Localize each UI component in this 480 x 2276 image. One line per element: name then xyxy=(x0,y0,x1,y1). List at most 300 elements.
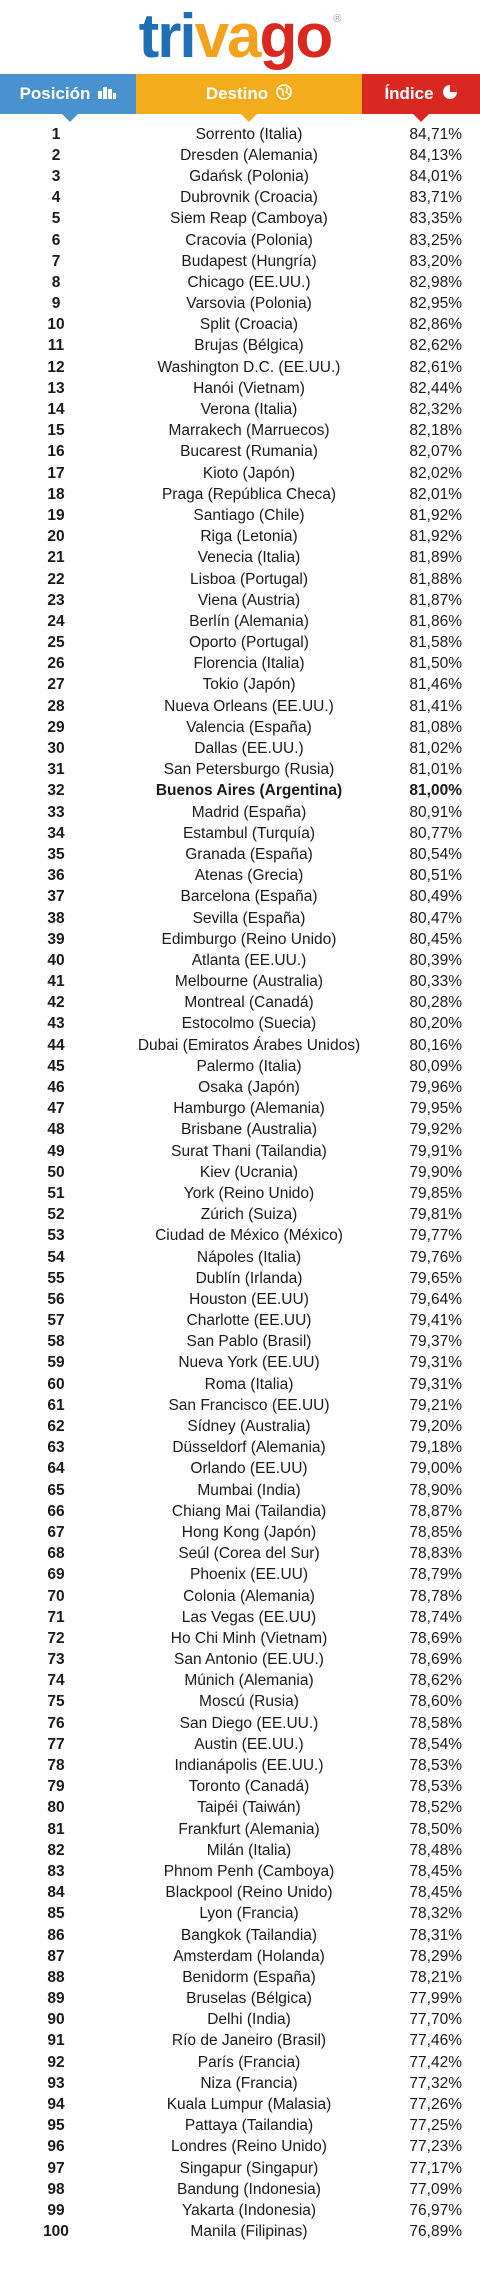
rank-cell: 43 xyxy=(47,1015,65,1033)
registered-mark: ® xyxy=(333,13,342,25)
table-row xyxy=(0,993,480,1014)
rank-cell: 46 xyxy=(47,1079,65,1097)
index-cell: 78,78% xyxy=(409,1587,462,1605)
destination-cell: Londres (Reino Unido) xyxy=(171,2138,327,2156)
rank-cell: 89 xyxy=(47,1990,65,2008)
table-row xyxy=(0,399,480,420)
destination-cell: Ho Chi Minh (Vietnam) xyxy=(170,1629,328,1647)
destination-cell: Roma (Italia) xyxy=(204,1375,294,1393)
index-cell: 80,77% xyxy=(409,824,462,842)
rank-cell: 60 xyxy=(47,1375,65,1393)
index-cell: 79,64% xyxy=(409,1290,462,1308)
destination-cell: Surat Thani (Tailandia) xyxy=(171,1142,327,1160)
destination-cell: Indianápolis (EE.UU.) xyxy=(174,1757,324,1775)
rank-cell: 1 xyxy=(51,125,61,143)
table-row xyxy=(0,1289,480,1310)
destination-cell: Houston (EE.UU) xyxy=(189,1290,309,1308)
destination-cell: Ciudad de México (México) xyxy=(155,1227,343,1245)
rank-cell: 95 xyxy=(47,2117,65,2135)
index-cell: 76,89% xyxy=(409,2223,462,2241)
index-cell: 77,32% xyxy=(409,2074,462,2092)
destination-cell: Lyon (Francia) xyxy=(199,1905,299,1923)
table-row xyxy=(0,1671,480,1692)
index-cell: 81,41% xyxy=(409,697,462,715)
index-cell: 81,88% xyxy=(409,570,462,588)
rank-cell: 94 xyxy=(47,2096,65,2114)
table-row xyxy=(0,1883,480,1904)
rank-cell: 83 xyxy=(47,1862,65,1880)
table-row xyxy=(0,1374,480,1395)
rank-cell: 59 xyxy=(47,1354,65,1372)
index-cell: 77,23% xyxy=(409,2138,462,2156)
destination-cell: Las Vegas (EE.UU) xyxy=(181,1608,317,1626)
table-row xyxy=(0,1522,480,1543)
table-row xyxy=(0,2116,480,2137)
table-row xyxy=(0,1755,480,1776)
destination-cell: Osaka (Japón) xyxy=(198,1079,300,1097)
destination-cell: Florencia (Italia) xyxy=(193,655,305,673)
destination-cell: Singapur (Singapur) xyxy=(179,2159,319,2177)
table-row xyxy=(0,2222,480,2243)
table-row xyxy=(0,336,480,357)
rank-cell: 96 xyxy=(47,2138,65,2156)
table-row xyxy=(0,2137,480,2158)
table-row xyxy=(0,2158,480,2179)
rank-cell: 75 xyxy=(47,1693,65,1711)
destination-cell: Split (Croacia) xyxy=(199,316,299,334)
destination-cell: San Pablo (Brasil) xyxy=(186,1333,312,1351)
table-row xyxy=(0,1077,480,1098)
destination-cell: San Antonio (EE.UU.) xyxy=(174,1651,324,1669)
rank-cell: 40 xyxy=(47,951,65,969)
destination-cell: Cracovia (Polonia) xyxy=(185,231,313,249)
table-row xyxy=(0,1734,480,1755)
index-cell: 82,01% xyxy=(409,485,462,503)
destination-cell: Dresden (Alemania) xyxy=(180,146,318,164)
rank-cell: 25 xyxy=(47,634,65,652)
index-cell: 77,17% xyxy=(409,2159,462,2177)
index-cell: 77,26% xyxy=(409,2096,462,2114)
destination-cell: Riga (Letonia) xyxy=(200,528,298,546)
table-row xyxy=(0,908,480,929)
destination-cell: Benidorm (España) xyxy=(182,1968,316,1986)
table-row xyxy=(0,166,480,187)
table-row xyxy=(0,1438,480,1459)
index-cell: 83,35% xyxy=(409,210,462,228)
index-cell: 80,20% xyxy=(409,1015,462,1033)
index-cell: 79,41% xyxy=(409,1312,462,1330)
table-row xyxy=(0,378,480,399)
table-row xyxy=(0,548,480,569)
index-cell: 79,65% xyxy=(409,1269,462,1287)
destination-cell: Viena (Austria) xyxy=(197,591,301,609)
index-cell: 78,54% xyxy=(409,1735,462,1753)
index-cell: 78,48% xyxy=(409,1841,462,1859)
index-cell: 82,95% xyxy=(409,295,462,313)
rank-cell: 90 xyxy=(47,2011,65,2029)
destination-cell: Austin (EE.UU.) xyxy=(194,1735,304,1753)
destination-cell: Dubrovnik (Croacia) xyxy=(180,189,318,207)
rank-cell: 29 xyxy=(47,718,65,736)
table-row xyxy=(0,1586,480,1607)
table-row xyxy=(0,696,480,717)
table-row xyxy=(0,1544,480,1565)
index-cell: 77,46% xyxy=(409,2032,462,2050)
destination-cell: Toronto (Canadá) xyxy=(188,1778,310,1796)
table-row xyxy=(0,1798,480,1819)
destination-cell: Valencia (España) xyxy=(186,718,312,736)
table-row xyxy=(0,2052,480,2073)
index-cell: 79,77% xyxy=(409,1227,462,1245)
rank-cell: 87 xyxy=(47,1947,65,1965)
rank-cell: 31 xyxy=(47,761,65,779)
index-cell: 80,91% xyxy=(409,803,462,821)
table-row xyxy=(0,2179,480,2200)
table-row xyxy=(0,1268,480,1289)
index-cell: 78,85% xyxy=(409,1523,462,1541)
bar-chart-icon xyxy=(98,84,116,104)
index-cell: 81,08% xyxy=(409,718,462,736)
index-cell: 78,74% xyxy=(409,1608,462,1626)
rank-cell: 10 xyxy=(47,316,65,334)
index-cell: 78,50% xyxy=(409,1820,462,1838)
table-row xyxy=(0,209,480,230)
table-row xyxy=(0,738,480,759)
index-cell: 78,79% xyxy=(409,1566,462,1584)
index-cell: 84,01% xyxy=(409,167,462,185)
rank-cell: 23 xyxy=(47,591,65,609)
destination-cell: Washington D.C. (EE.UU.) xyxy=(157,358,341,376)
rank-cell: 24 xyxy=(47,612,65,630)
table-row xyxy=(0,272,480,293)
table-row xyxy=(0,1162,480,1183)
rank-cell: 20 xyxy=(47,528,65,546)
rank-cell: 73 xyxy=(47,1651,65,1669)
rank-cell: 53 xyxy=(47,1227,65,1245)
destination-cell: Phnom Penh (Camboya) xyxy=(163,1862,335,1880)
index-cell: 79,85% xyxy=(409,1184,462,1202)
rank-cell: 12 xyxy=(47,358,65,376)
index-cell: 78,60% xyxy=(409,1693,462,1711)
destination-cell: Buenos Aires (Argentina) xyxy=(155,782,343,800)
index-cell: 79,20% xyxy=(409,1418,462,1436)
rank-cell: 71 xyxy=(47,1608,65,1626)
index-cell: 81,87% xyxy=(409,591,462,609)
rank-cell: 63 xyxy=(47,1439,65,1457)
destination-cell: Niza (Francia) xyxy=(200,2074,298,2092)
destination-cell: Praga (República Checa) xyxy=(161,485,337,503)
rank-cell: 14 xyxy=(47,401,65,419)
index-cell: 78,29% xyxy=(409,1947,462,1965)
table-row xyxy=(0,2010,480,2031)
destination-cell: Atlanta (EE.UU.) xyxy=(191,951,307,969)
table-row xyxy=(0,1650,480,1671)
rank-cell: 37 xyxy=(47,888,65,906)
table-row xyxy=(0,1035,480,1056)
destination-cell: Sorrento (Italia) xyxy=(195,125,303,143)
rank-cell: 56 xyxy=(47,1290,65,1308)
rank-cell: 2 xyxy=(51,146,61,164)
index-cell: 77,42% xyxy=(409,2053,462,2071)
index-cell: 79,31% xyxy=(409,1354,462,1372)
rank-cell: 70 xyxy=(47,1587,65,1605)
ranking-table xyxy=(0,124,480,2243)
pie-chart-icon xyxy=(442,84,458,105)
rank-cell: 61 xyxy=(47,1396,65,1414)
rank-cell: 77 xyxy=(47,1735,65,1753)
table-row xyxy=(0,823,480,844)
index-cell: 78,45% xyxy=(409,1862,462,1880)
index-cell: 76,97% xyxy=(409,2201,462,2219)
index-cell: 81,01% xyxy=(409,761,462,779)
index-cell: 82,62% xyxy=(409,337,462,355)
destination-cell: Lisboa (Portugal) xyxy=(189,570,309,588)
index-cell: 78,90% xyxy=(409,1481,462,1499)
destination-cell: Amsterdam (Holanda) xyxy=(173,1947,325,1965)
table-row xyxy=(0,230,480,251)
destination-cell: Charlotte (EE.UU) xyxy=(186,1312,312,1330)
index-cell: 81,58% xyxy=(409,634,462,652)
index-cell: 78,21% xyxy=(409,1968,462,1986)
destination-cell: Marrakech (Marruecos) xyxy=(168,422,330,440)
rank-cell: 54 xyxy=(47,1248,65,1266)
destination-cell: Dubai (Emiratos Árabes Unidos) xyxy=(137,1036,361,1054)
destination-cell: Mumbai (India) xyxy=(197,1481,301,1499)
header-position xyxy=(0,74,136,114)
rank-cell: 97 xyxy=(47,2159,65,2177)
destination-cell: Chiang Mai (Tailandia) xyxy=(171,1502,327,1520)
destination-cell: York (Reino Unido) xyxy=(183,1184,315,1202)
destination-cell: Hong Kong (Japón) xyxy=(181,1523,317,1541)
logo-wordmark: trivago xyxy=(138,2,332,71)
destination-cell: Milán (Italia) xyxy=(206,1841,292,1859)
table-row xyxy=(0,633,480,654)
destination-cell: Atenas (Grecia) xyxy=(194,867,304,885)
globe-icon xyxy=(276,84,292,105)
table-row xyxy=(0,590,480,611)
index-cell: 77,99% xyxy=(409,1990,462,2008)
rank-cell: 57 xyxy=(47,1312,65,1330)
table-row xyxy=(0,972,480,993)
destination-cell: Bandung (Indonesia) xyxy=(177,2180,321,2198)
destination-cell: Düsseldorf (Alemania) xyxy=(172,1439,326,1457)
rank-cell: 69 xyxy=(47,1566,65,1584)
rank-cell: 26 xyxy=(47,655,65,673)
destination-cell: Bucarest (Rumania) xyxy=(180,443,318,461)
rank-cell: 36 xyxy=(47,867,65,885)
table-row xyxy=(0,1459,480,1480)
index-cell: 84,13% xyxy=(409,146,462,164)
destination-cell: Dublín (Irlanda) xyxy=(195,1269,303,1287)
index-cell: 78,45% xyxy=(409,1884,462,1902)
destination-cell: Berlín (Alemania) xyxy=(189,612,309,630)
table-row xyxy=(0,1395,480,1416)
index-cell: 81,46% xyxy=(409,676,462,694)
rank-cell: 28 xyxy=(47,697,65,715)
rank-cell: 64 xyxy=(47,1460,65,1478)
destination-cell: Melbourne (Australia) xyxy=(174,973,324,991)
rank-cell: 30 xyxy=(47,740,65,758)
destination-cell: Montreal (Canadá) xyxy=(184,994,314,1012)
rank-cell: 13 xyxy=(47,379,65,397)
table-row xyxy=(0,2094,480,2115)
destination-cell: Gdańsk (Polonia) xyxy=(189,167,309,185)
table-row xyxy=(0,1713,480,1734)
rank-cell: 76 xyxy=(47,1714,65,1732)
rank-cell: 81 xyxy=(47,1820,65,1838)
table-row xyxy=(0,357,480,378)
table-row xyxy=(0,1205,480,1226)
index-cell: 78,58% xyxy=(409,1714,462,1732)
destination-cell: Seúl (Corea del Sur) xyxy=(178,1545,320,1563)
table-row xyxy=(0,1904,480,1925)
table-row xyxy=(0,950,480,971)
index-cell: 78,32% xyxy=(409,1905,462,1923)
table-row xyxy=(0,1967,480,1988)
rank-cell: 48 xyxy=(47,1121,65,1139)
destination-cell: Palermo (Italia) xyxy=(196,1057,302,1075)
index-cell: 78,69% xyxy=(409,1651,462,1669)
table-row xyxy=(0,1183,480,1204)
table-row xyxy=(0,1628,480,1649)
rank-cell: 91 xyxy=(47,2032,65,2050)
index-cell: 79,92% xyxy=(409,1121,462,1139)
table-row xyxy=(0,2031,480,2052)
table-row xyxy=(0,569,480,590)
index-cell: 78,53% xyxy=(409,1778,462,1796)
destination-cell: Brisbane (Australia) xyxy=(180,1121,318,1139)
table-row xyxy=(0,1861,480,1882)
index-cell: 79,18% xyxy=(409,1439,462,1457)
destination-cell: Verona (Italia) xyxy=(200,401,298,419)
rank-cell: 80 xyxy=(47,1799,65,1817)
index-cell: 78,83% xyxy=(409,1545,462,1563)
destination-cell: Edimburgo (Reino Unido) xyxy=(161,930,337,948)
destination-cell: Blackpool (Reino Unido) xyxy=(165,1884,333,1902)
destination-cell: Múnich (Alemania) xyxy=(184,1672,314,1690)
table-row xyxy=(0,484,480,505)
table-row xyxy=(0,505,480,526)
destination-cell: Manila (Filipinas) xyxy=(190,2223,308,2241)
rank-cell: 16 xyxy=(47,443,65,461)
destination-cell: Siem Reap (Camboya) xyxy=(170,210,328,228)
index-cell: 80,54% xyxy=(409,845,462,863)
table-row xyxy=(0,527,480,548)
rank-cell: 32 xyxy=(47,782,65,800)
destination-cell: Venecia (Italia) xyxy=(197,549,301,567)
index-cell: 78,69% xyxy=(409,1629,462,1647)
index-cell: 79,81% xyxy=(409,1206,462,1224)
rank-cell: 51 xyxy=(47,1184,65,1202)
rank-cell: 42 xyxy=(47,994,65,1012)
destination-cell: Río de Janeiro (Brasil) xyxy=(171,2032,327,2050)
rank-cell: 35 xyxy=(47,845,65,863)
rank-cell: 38 xyxy=(47,909,65,927)
rank-cell: 62 xyxy=(47,1418,65,1436)
index-cell: 80,39% xyxy=(409,951,462,969)
table-row xyxy=(0,1501,480,1522)
rank-cell: 93 xyxy=(47,2074,65,2092)
index-cell: 82,98% xyxy=(409,273,462,291)
table-row xyxy=(0,188,480,209)
rank-cell: 50 xyxy=(47,1163,65,1181)
destination-cell: San Francisco (EE.UU) xyxy=(168,1396,330,1414)
rank-cell: 88 xyxy=(47,1968,65,1986)
index-cell: 81,86% xyxy=(409,612,462,630)
rank-cell: 3 xyxy=(51,167,61,185)
destination-cell: Moscú (Rusia) xyxy=(199,1693,299,1711)
destination-cell: Zúrich (Suiza) xyxy=(200,1206,298,1224)
rank-cell: 82 xyxy=(47,1841,65,1859)
table-row xyxy=(0,145,480,166)
table-row xyxy=(0,442,480,463)
index-cell: 78,31% xyxy=(409,1926,462,1944)
destination-cell: Taipéi (Taiwán) xyxy=(197,1799,301,1817)
table-row xyxy=(0,463,480,484)
trivago-logo xyxy=(0,0,480,74)
destination-cell: París (Francia) xyxy=(197,2053,301,2071)
destination-cell: Hanói (Vietnam) xyxy=(193,379,305,397)
table-row xyxy=(0,1014,480,1035)
index-cell: 77,70% xyxy=(409,2011,462,2029)
destination-cell: Yakarta (Indonesia) xyxy=(181,2201,317,2219)
destination-cell: Bruselas (Bélgica) xyxy=(186,1990,312,2008)
index-cell: 83,25% xyxy=(409,231,462,249)
destination-cell: Pattaya (Tailandia) xyxy=(184,2117,314,2135)
destination-cell: Nueva Orleans (EE.UU.) xyxy=(164,697,334,715)
rank-cell: 21 xyxy=(47,549,65,567)
index-cell: 82,44% xyxy=(409,379,462,397)
table-row xyxy=(0,1925,480,1946)
index-cell: 80,47% xyxy=(409,909,462,927)
rank-cell: 45 xyxy=(47,1057,65,1075)
table-row xyxy=(0,1056,480,1077)
index-cell: 81,50% xyxy=(409,655,462,673)
destination-cell: Varsovia (Polonia) xyxy=(186,295,312,313)
table-row xyxy=(0,929,480,950)
index-cell: 77,09% xyxy=(409,2180,462,2198)
table-row xyxy=(0,2200,480,2221)
rank-cell: 27 xyxy=(47,676,65,694)
index-cell: 82,07% xyxy=(409,443,462,461)
index-cell: 82,61% xyxy=(409,358,462,376)
destination-cell: Delhi (India) xyxy=(207,2011,291,2029)
rank-cell: 55 xyxy=(47,1269,65,1287)
table-row xyxy=(0,1247,480,1268)
index-cell: 77,25% xyxy=(409,2117,462,2135)
index-cell: 83,71% xyxy=(409,189,462,207)
table-row xyxy=(0,1946,480,1967)
rank-cell: 65 xyxy=(47,1481,65,1499)
rank-cell: 100 xyxy=(43,2223,69,2241)
table-row xyxy=(0,717,480,738)
index-cell: 79,31% xyxy=(409,1375,462,1393)
index-cell: 83,20% xyxy=(409,252,462,270)
index-cell: 80,16% xyxy=(409,1036,462,1054)
rank-cell: 6 xyxy=(51,231,61,249)
destination-cell: Estocolmo (Suecia) xyxy=(181,1015,317,1033)
destination-cell: Sevilla (España) xyxy=(192,909,306,927)
header-destination-label: Destino xyxy=(205,84,269,103)
index-cell: 79,37% xyxy=(409,1333,462,1351)
table-row xyxy=(0,675,480,696)
destination-cell: San Petersburgo (Rusia) xyxy=(163,761,335,779)
rank-cell: 68 xyxy=(47,1545,65,1563)
rank-cell: 79 xyxy=(47,1778,65,1796)
index-cell: 81,92% xyxy=(409,506,462,524)
destination-cell: Madrid (España) xyxy=(191,803,307,821)
destination-cell: Colonia (Alemania) xyxy=(183,1587,315,1605)
